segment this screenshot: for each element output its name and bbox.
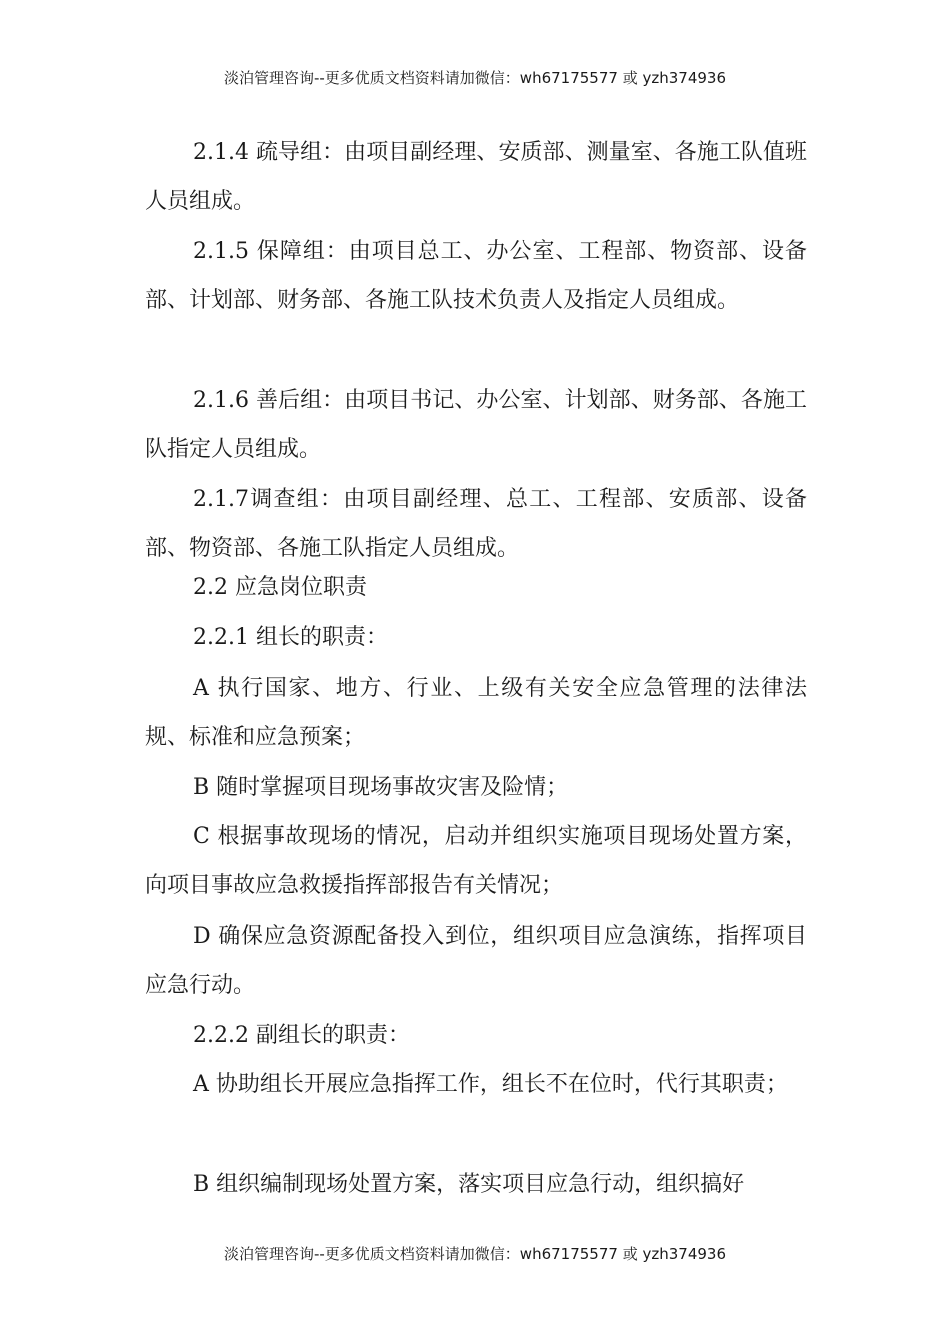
- paragraph-leader-duty-d: D 确保应急资源配备投入到位，组织项目应急演练，指挥项目应急行动。: [145, 924, 807, 998]
- paragraph-2-1-4: 2.1.4 疏导组：由项目副经理、安质部、测量室、各施工队值班人员组成。: [145, 140, 807, 214]
- paragraph-deputy-duty-b: B 组织编制现场处置方案，落实项目应急行动，组织搞好: [193, 1172, 745, 1197]
- paragraph-deputy-duty-a: A 协助组长开展应急指挥工作，组长不在位时，代行其职责；: [193, 1072, 788, 1097]
- page-footer-watermark: 淡泊管理咨询--更多优质文档资料请加微信：wh67175577 或 yzh374936: [223, 1245, 726, 1263]
- section-heading-2-2: 2.2 应急岗位职责: [193, 575, 367, 600]
- page-header-watermark: 淡泊管理咨询--更多优质文档资料请加微信：wh67175577 或 yzh374936: [223, 69, 726, 87]
- paragraph-2-1-5: 2.1.5 保障组：由项目总工、办公室、工程部、物资部、设备部、计划部、财务部、各施工队技术负责人及指定人员组成。: [145, 239, 807, 313]
- paragraph-2-1-7: 2.1.7调查组：由项目副经理、总工、工程部、安质部、设备部、物资部、各施工队指定人员组成。: [145, 487, 807, 561]
- paragraph-2-1-6: 2.1.6 善后组：由项目书记、办公室、计划部、财务部、各施工队指定人员组成。: [145, 388, 807, 462]
- paragraph-leader-duty-c: C 根据事故现场的情况，启动并组织实施项目现场处置方案，向项目事故应急救援指挥部报告有关情况；: [145, 824, 808, 898]
- paragraph-leader-duty-b: B 随时掌握项目现场事故灾害及险情；: [193, 775, 569, 800]
- paragraph-leader-duty-a: A 执行国家、地方、行业、上级有关安全应急管理的法律法规、标准和应急预案；: [145, 676, 807, 750]
- subsection-heading-2-2-2: 2.2.2 副组长的职责：: [193, 1023, 410, 1048]
- subsection-heading-2-2-1: 2.2.1 组长的职责：: [193, 625, 388, 650]
